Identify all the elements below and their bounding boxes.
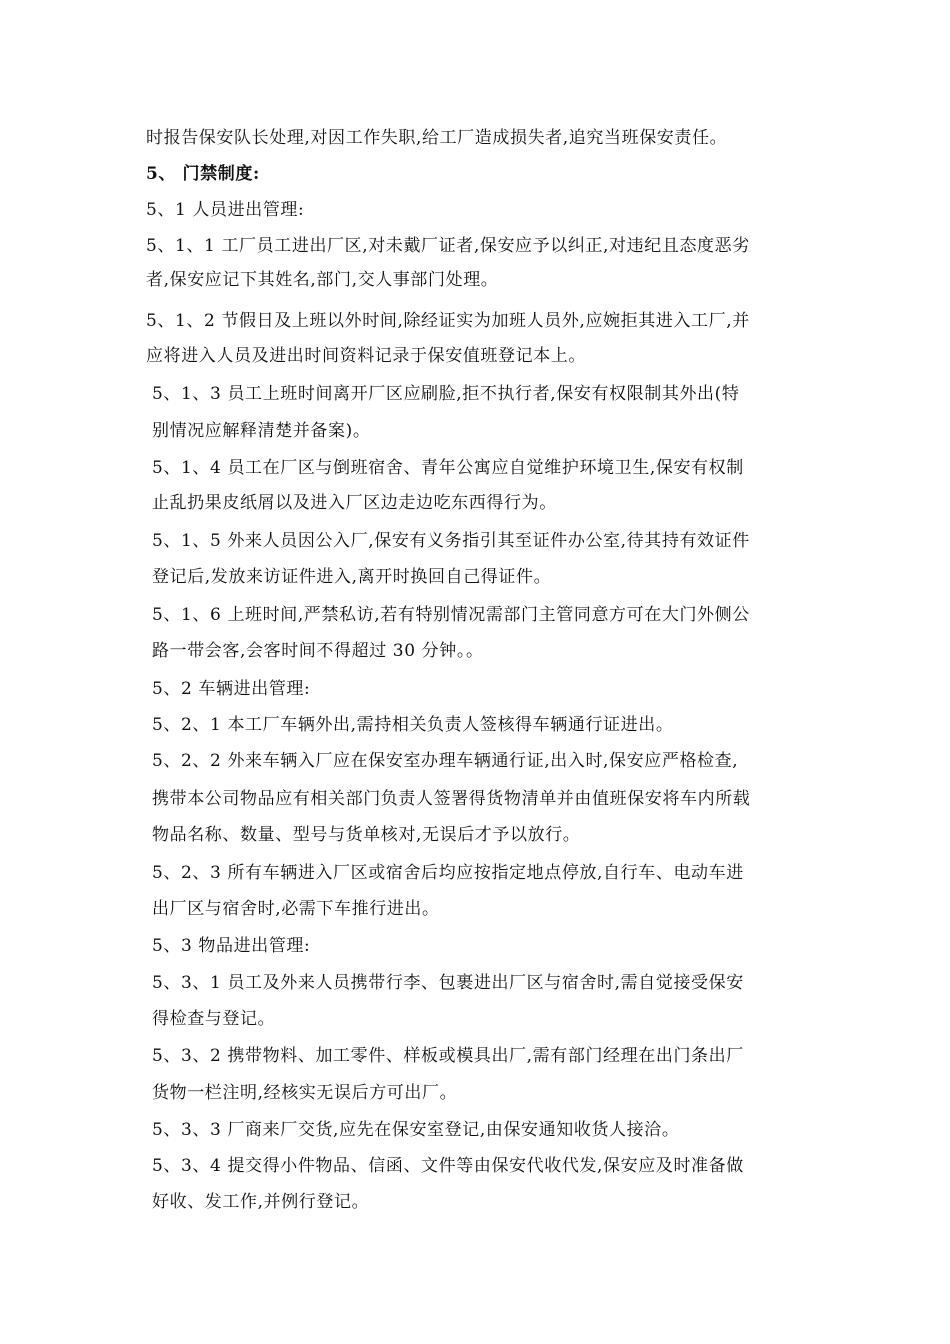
text-line: 5、1、1 工厂员工进出厂区,对未戴厂证者,保安应予以纠正,对违纪且态度恶劣 bbox=[146, 236, 750, 256]
text-line: 5、1、3 员工上班时间离开厂区应刷脸,拒不执行者,保安有权限制其外出(特 bbox=[152, 384, 740, 404]
text-line: 5、2、3 所有车辆进入厂区或宿舍后均应按指定地点停放,自行车、电动车进 bbox=[152, 863, 744, 883]
text-line: 5、2、1 本工厂车辆外出,需持相关负责人签核得车辆通行证进出。 bbox=[152, 715, 674, 735]
text-line: 好收、发工作,并例行登记。 bbox=[152, 1192, 370, 1212]
text-line: 别情况应解释清楚并备案)。 bbox=[152, 421, 371, 441]
text-line: 物品名称、数量、型号与货单核对,无误后才予以放行。 bbox=[152, 825, 581, 845]
text-line: 5、1、2 节假日及上班以外时间,除经证实为加班人员外,应婉拒其进入工厂,并 bbox=[146, 311, 750, 331]
text-line: 5、1、5 外来人员因公入厂,保安有义务指引其至证件办公室,待其持有效证件 bbox=[152, 531, 750, 551]
text-line: 5、3、4 提交得小件物品、信函、文件等由保安代收代发,保安应及时准备做 bbox=[152, 1156, 744, 1176]
text-line: 货物一栏注明,经核实无误后方可出厂。 bbox=[152, 1083, 458, 1103]
text-line: 登记后,发放来访证件进入,离开时换回自己得证件。 bbox=[152, 567, 552, 587]
text-line: 时报告保安队长处理,对因工作失职,给工厂造成损失者,追究当班保安责任。 bbox=[146, 128, 728, 148]
text-line: 者,保安应记下其姓名,部门,交人事部门处理。 bbox=[146, 270, 499, 290]
text-line: 5、3、3 厂商来厂交货,应先在保安室登记,由保安通知收货人接洽。 bbox=[152, 1120, 680, 1140]
text-line: 5、3、2 携带物料、加工零件、样板或模具出厂,需有部门经理在出门条出厂 bbox=[152, 1046, 744, 1066]
text-line: 路一带会客,会客时间不得超过 30 分钟。。 bbox=[152, 641, 484, 661]
text-line: 携带本公司物品应有相关部门负责人签署得货物清单并由值班保安将车内所载 bbox=[152, 789, 751, 809]
text-line: 5、1、4 员工在厂区与倒班宿舍、青年公寓应自觉维护环境卫生,保安有权制 bbox=[152, 458, 744, 478]
text-line: 5、3、1 员工及外来人员携带行李、包裹进出厂区与宿舍时,需自觉接受保安 bbox=[152, 973, 744, 993]
text-line: 5、1、6 上班时间,严禁私访,若有特别情况需部门主管同意方可在大门外侧公 bbox=[152, 605, 750, 625]
text-line: 5、2、2 外来车辆入厂应在保安室办理车辆通行证,出入时,保安应严格检查, bbox=[152, 751, 739, 771]
text-line: 出厂区与宿舍时,必需下车推行进出。 bbox=[152, 899, 440, 919]
subsection-heading: 5、1 人员进出管理: bbox=[146, 200, 305, 220]
text-line: 得检查与登记。 bbox=[152, 1009, 276, 1029]
subsection-heading: 5、2 车辆进出管理: bbox=[152, 679, 311, 699]
text-line: 应将进入人员及进出时间资料记录于保安值班登记本上。 bbox=[146, 346, 586, 366]
text-line: 止乱扔果皮纸屑以及进入厂区边走边吃东西得行为。 bbox=[152, 493, 557, 513]
subsection-heading: 5、3 物品进出管理: bbox=[152, 936, 311, 956]
section-heading: 5、 门禁制度: bbox=[146, 164, 260, 184]
